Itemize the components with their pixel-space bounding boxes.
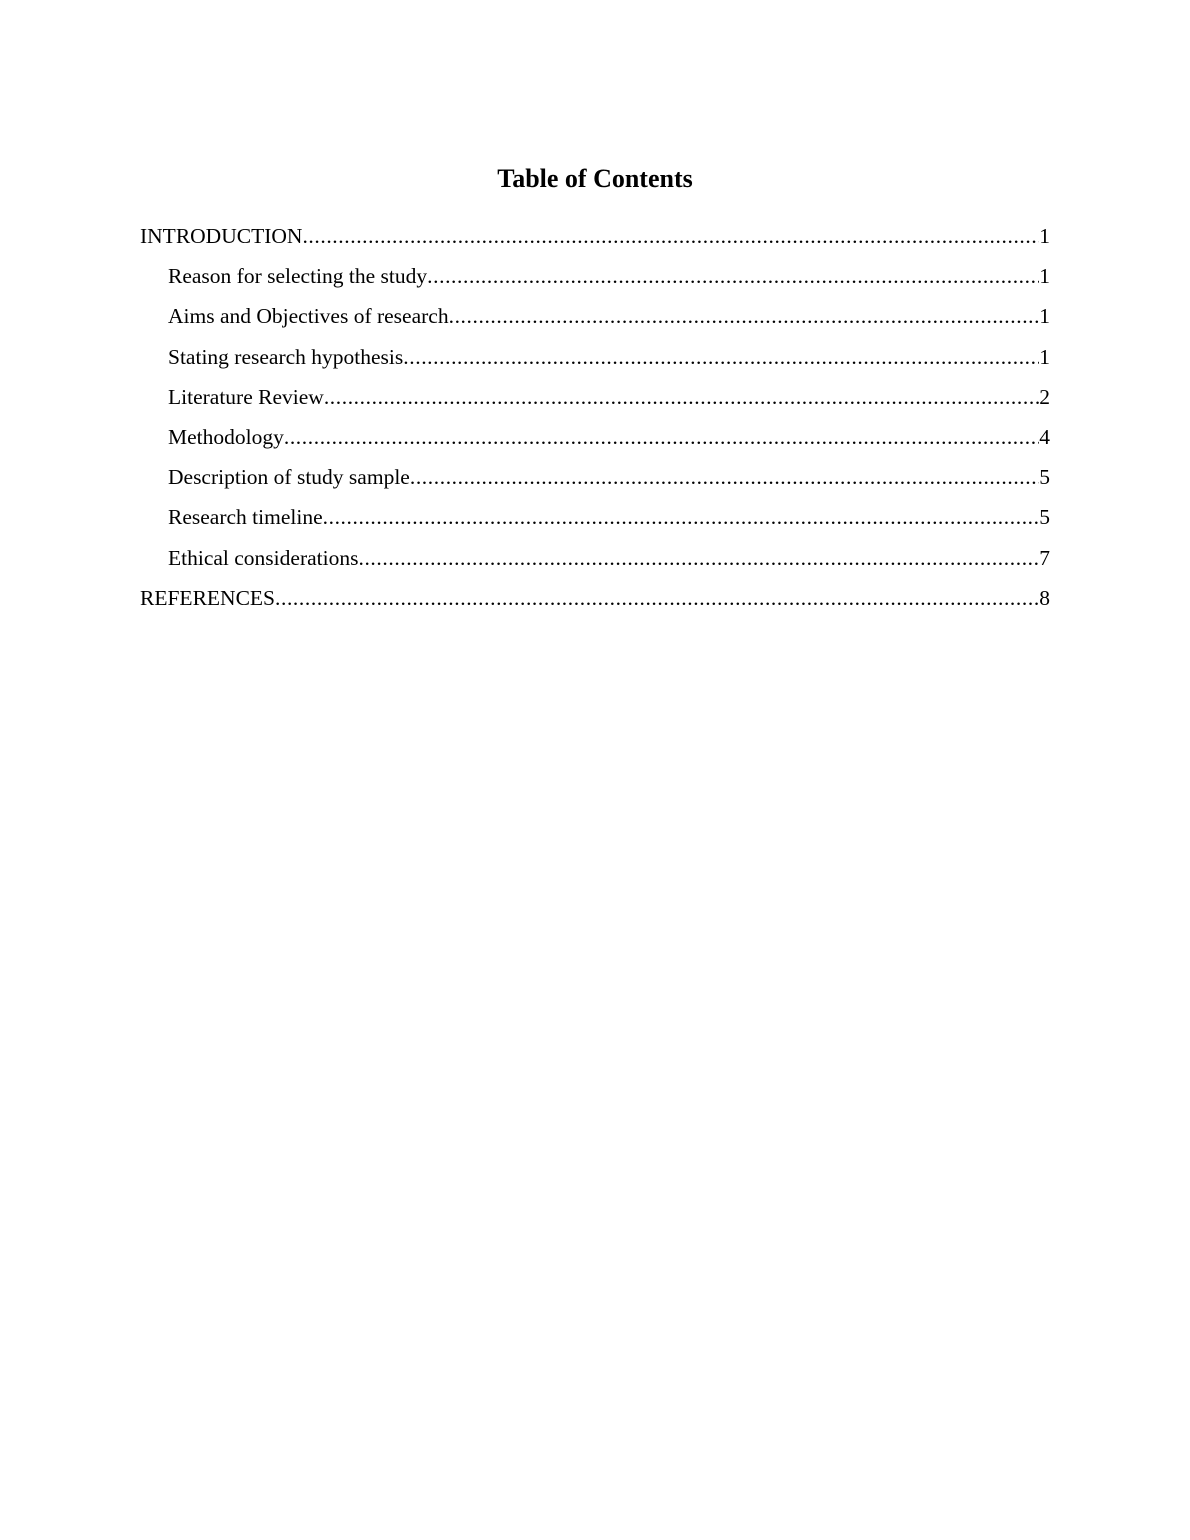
toc-entry-references[interactable] <box>140 583 1050 623</box>
toc-title: Table of Contents <box>497 164 693 193</box>
toc-entry-label: Stating research hypothesis <box>168 344 404 369</box>
toc-entry-label: Description of study sample <box>168 465 410 490</box>
toc-entry-aims-and-objectives[interactable] <box>140 301 1050 341</box>
toc-entry-label: Methodology <box>168 424 284 449</box>
toc-entry-label: Aims and Objectives of research <box>168 304 449 329</box>
toc-dot-leader <box>410 462 1039 492</box>
toc-dot-leader <box>284 422 1039 452</box>
toc-dot-leader <box>403 342 1039 372</box>
toc-entry-ethical-considerations[interactable] <box>140 543 1050 583</box>
toc-page-number: 1 <box>1039 304 1050 329</box>
toc-dot-leader <box>324 382 1039 412</box>
toc-entry-literature-review[interactable] <box>140 382 1050 422</box>
toc-page-number: 4 <box>1039 424 1050 449</box>
toc-page-number: 2 <box>1039 384 1050 409</box>
toc-dot-leader <box>449 301 1040 331</box>
toc-page-number: 8 <box>1039 585 1050 610</box>
toc-page-number: 1 <box>1039 224 1050 248</box>
toc-entry-label: Ethical considerations <box>168 545 359 570</box>
toc-dot-leader <box>275 583 1039 613</box>
toc-entry-label: Research timeline <box>168 505 323 530</box>
toc-page-number: 5 <box>1039 505 1050 530</box>
toc-entry-label: REFERENCES <box>140 585 275 610</box>
toc-entry-reason-for-selecting[interactable] <box>140 261 1050 301</box>
toc-page-number: 5 <box>1039 465 1050 490</box>
toc-page-number: 1 <box>1039 344 1050 369</box>
toc-dot-leader <box>358 543 1039 573</box>
toc-dot-leader <box>323 502 1040 532</box>
toc-entry-label: Reason for selecting the study <box>168 264 428 289</box>
toc-dot-leader <box>302 221 1039 251</box>
toc-entry-research-timeline[interactable] <box>140 502 1050 542</box>
toc-list <box>140 221 1050 623</box>
toc-entry-introduction[interactable] <box>140 221 1050 261</box>
toc-page-number: 7 <box>1039 545 1050 570</box>
toc-entry-study-sample[interactable] <box>140 462 1050 502</box>
toc-dot-leader <box>427 261 1039 291</box>
toc-entry-label: Literature Review <box>168 384 324 409</box>
toc-entry-research-hypothesis[interactable] <box>140 342 1050 382</box>
toc-entry-label: INTRODUCTION <box>140 224 303 248</box>
toc-page-number: 1 <box>1039 264 1050 289</box>
toc-entry-methodology[interactable] <box>140 422 1050 462</box>
